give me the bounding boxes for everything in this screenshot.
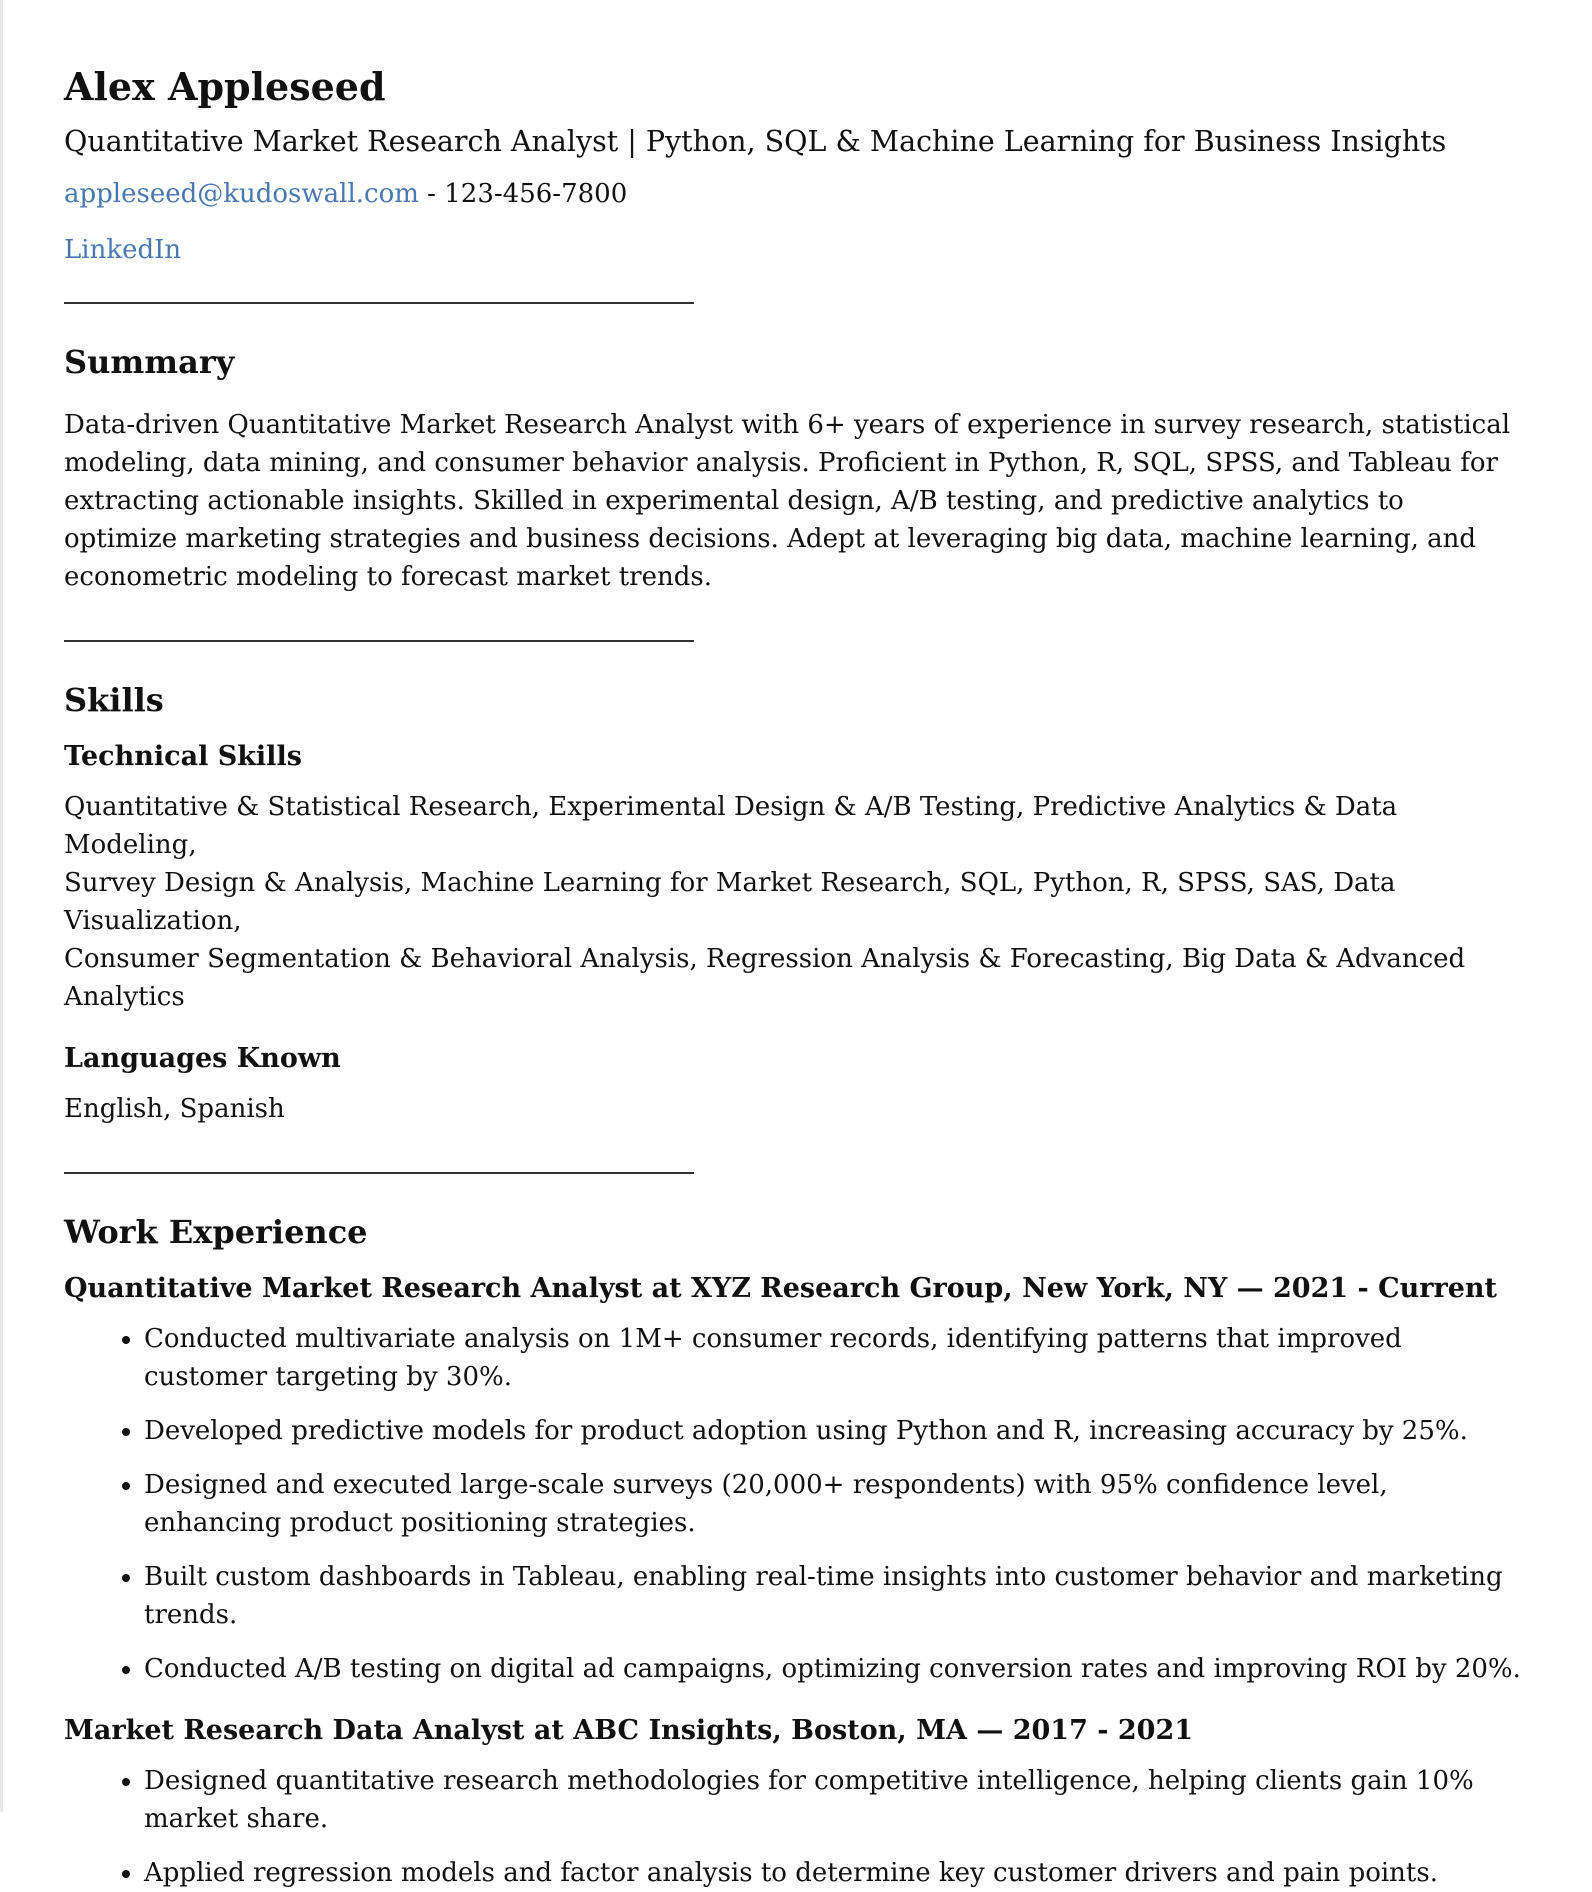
contact-separator: - (418, 179, 445, 209)
resume-name: Alex Appleseed (64, 64, 386, 109)
page-left-edge (0, 0, 3, 1812)
job-bullet-list (64, 1762, 1524, 1892)
job-bullet: • Built custom dashboards in Tableau, enabling real-time insights into customer behavior and marketing trends. (144, 1558, 1524, 1634)
contact-line (64, 176, 1524, 212)
job-bullet: • Developed predictive models for product adoption using Python and R, increasing accuracy by 25%. (144, 1412, 1524, 1450)
section-divider (64, 1172, 694, 1174)
job-bullet: • Conducted multivariate analysis on 1M+ consumer records, identifying patterns that improved customer targeting by 30%. (144, 1320, 1524, 1396)
job-bullet: • Designed quantitative research methodologies for competitive intelligence, helping clients gain 10% market share. (144, 1762, 1524, 1838)
email-link[interactable]: appleseed@kudoswall.com (64, 179, 419, 209)
job-bullet-list (64, 1320, 1524, 1688)
job-bullet: • Designed and executed large-scale surveys (20,000+ respondents) with 95% confidence level, enhancing product positioning strategies. (144, 1466, 1524, 1542)
job-bullet: • Applied regression models and factor analysis to determine key customer drivers and pain points. (144, 1854, 1524, 1892)
skills-heading: Skills (64, 681, 164, 719)
resume-document (64, 60, 1524, 1892)
section-divider (64, 640, 694, 642)
job-heading: Quantitative Market Research Analyst at XYZ Research Group, New York, NY — 2021 - Current (64, 1273, 1498, 1304)
languages-heading: Languages Known (64, 1043, 341, 1074)
summary-text: Data-driven Quantitative Market Research Analyst with 6+ years of experience in survey research, statistical modeling, data mining, and consumer behavior analysis. Proficient in Python, R, SQL, SPSS, and Tableau for extracting actionable insights. Skilled in experimental design, A/B testing, and predictive analytics to optimize marketing strategies and business decisions. Adept at leveraging big data, machine learning, and econometric modeling to forecast market trends. (64, 410, 1511, 592)
technical-skills-text: Quantitative & Statistical Research, Experimental Design & A/B Testing, Predictive Analytics & Data Modeling, Survey Design & Analysis, Machine Learning for Market Research, SQL, Python, R, SPSS, SAS, Data Visualization, Consumer Segmentation & Behavioral Analysis, Regression Analysis & Forecasting, Big Data & Advanced Analytics (64, 792, 1466, 1012)
summary-heading: Summary (64, 343, 235, 381)
section-divider (64, 302, 694, 304)
phone-number: 123-456-7800 (444, 179, 628, 209)
technical-skills-heading: Technical Skills (64, 741, 302, 772)
job-bullet: • Conducted A/B testing on digital ad campaigns, optimizing conversion rates and improving ROI by 20%. (144, 1650, 1524, 1688)
linkedin-link[interactable]: LinkedIn (64, 235, 182, 265)
work-experience-heading: Work Experience (64, 1213, 368, 1251)
languages-text: English, Spanish (64, 1094, 285, 1124)
linkedin-line (64, 232, 1524, 268)
resume-headline: Quantitative Market Research Analyst | Python, SQL & Machine Learning for Business Insights (64, 125, 1447, 158)
job-heading: Market Research Data Analyst at ABC Insights, Boston, MA — 2017 - 2021 (64, 1715, 1194, 1746)
